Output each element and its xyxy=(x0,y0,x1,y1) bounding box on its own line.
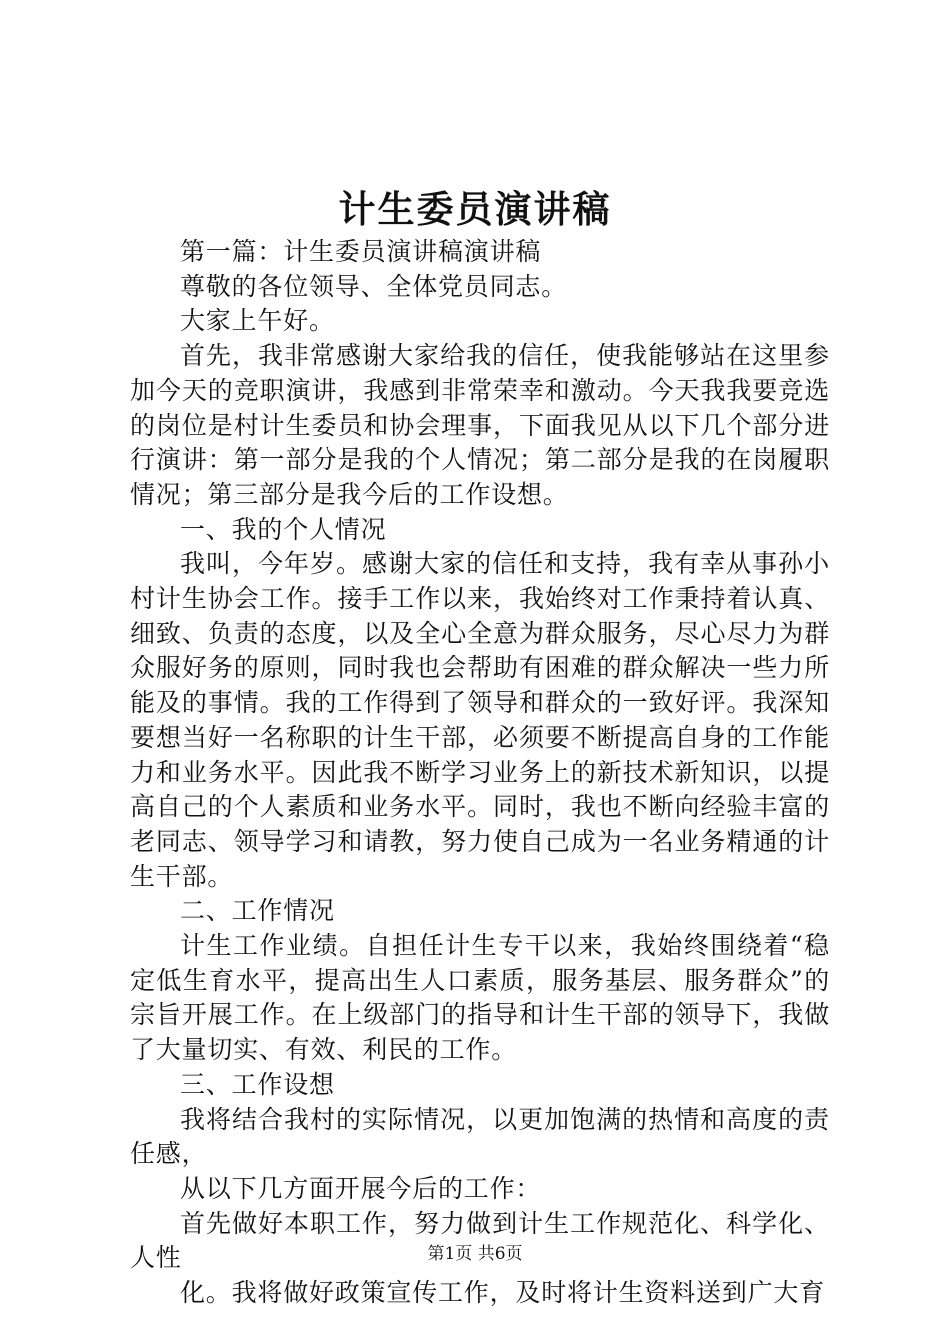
greeting-line: 大家上午好。 xyxy=(180,306,335,336)
body-paragraph: 从以下几方面开展今后的工作： xyxy=(180,1173,542,1203)
section-intro-line: 第一篇：计生委员演讲稿演讲稿 xyxy=(180,237,542,266)
body-paragraph: 计生工作业绩。自担任计生专干以来，我始终围绕着“稳定低生育水平，提高出生人口素质，服务基层、服务群众”的宗旨开展工作。在上级部门的指导和计生干部的领导下，我做了大量切实、有效、利民的工作。 xyxy=(130,931,830,1065)
document-body xyxy=(130,235,830,1311)
page-footer: 第1页 共6页 xyxy=(427,1244,523,1264)
section-heading: 三、工作设想 xyxy=(180,1069,335,1099)
document-title: 计生委员演讲稿 xyxy=(338,187,612,231)
section-heading: 二、工作情况 xyxy=(180,896,335,926)
body-paragraph: 化。我将做好政策宣传工作，及时将计生资料送到广大育 xyxy=(180,1278,826,1308)
body-paragraph: 我将结合我村的实际情况，以更加饱满的热情和高度的责任感， xyxy=(130,1104,830,1169)
greeting-line: 尊敬的各位领导、全体党员同志。 xyxy=(180,271,568,301)
body-paragraph: 首先做好本职工作，努力做到计生工作规范化、科学化、人性 xyxy=(130,1208,830,1273)
body-paragraph: 首先，我非常感谢大家给我的信任，使我能够站在这里参加今天的竞职演讲，我感到非常荣幸和激动。今天我我要竞选的岗位是村计生委员和协会理事，下面我见从以下几个部分进行演讲：第一部分是我的个人情况；第二部分是我的在岗履职情况；第三部分是我今后的工作设想。 xyxy=(130,341,830,509)
section-heading: 一、我的个人情况 xyxy=(180,514,387,544)
body-paragraph: 我叫，今年岁。感谢大家的信任和支持，我有幸从事孙小村计生协会工作。接手工作以来，我始终对工作秉持着认真、细致、负责的态度，以及全心全意为群众服务，尽心尽力为群众服好务的原则，同时我也会帮助有困难的群众解决一些力所能及的事情。我的工作得到了领导和群众的一致好评。我深知要想当好一名称职的计生干部，必须要不断提高自身的工作能力和业务水平。因此我不断学习业务上的新技术新知识，以提高自己的个人素质和业务水平。同时，我也不断向经验丰富的老同志、领导学习和请教，努力使自己成为一名业务精通的计生干部。 xyxy=(130,549,830,891)
